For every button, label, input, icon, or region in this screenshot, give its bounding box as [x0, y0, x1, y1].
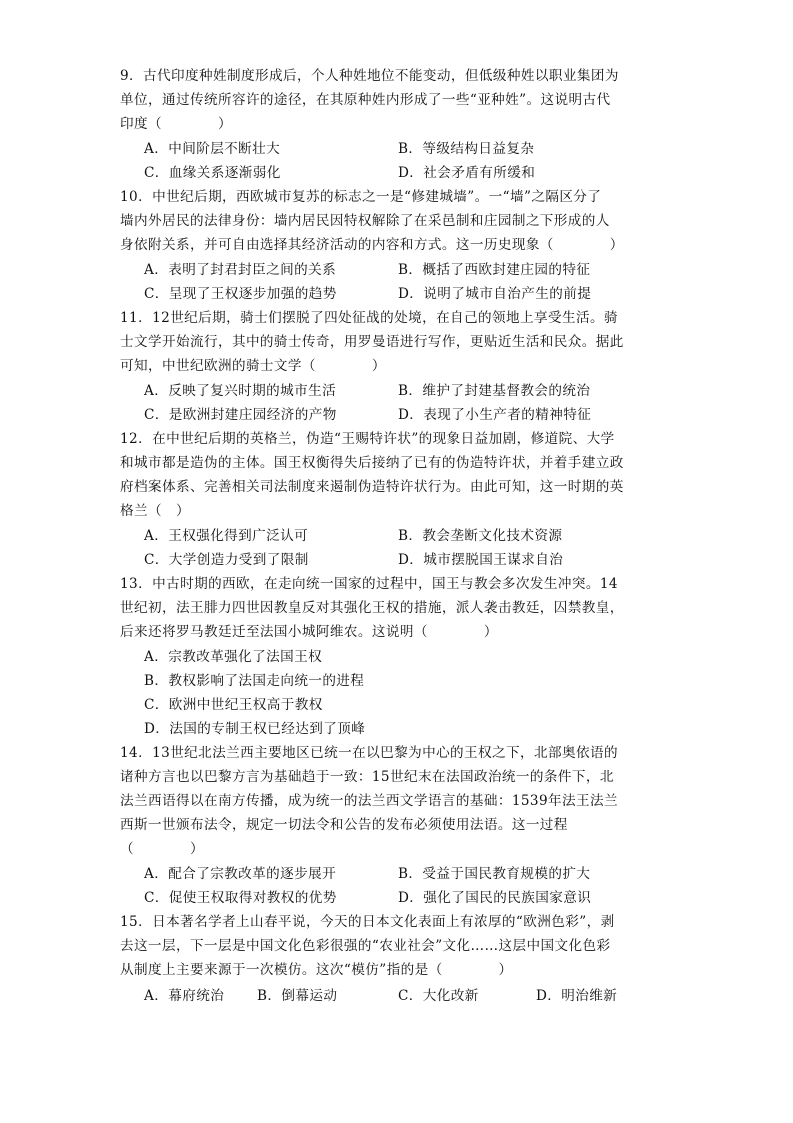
question-11-line-2: 士文学开始流行，其中的骑士传奇，用罗曼语进行写作，更贴近生活和民众。据此 — [120, 334, 624, 350]
question-11-line-3: 可知，中世纪欧洲的骑士文学（ ） — [120, 358, 386, 374]
question-9-line-1: 9．古代印度种姓制度形成后，个人种姓地位不能变动，但低级种姓以职业集团为 — [120, 68, 619, 84]
question-9-option-c: C．血缘关系逐渐弱化 — [144, 165, 281, 181]
question-12-option-d: D．城市摆脱国王谋求自治 — [398, 552, 564, 568]
question-15-option-b: B．倒幕运动 — [257, 988, 338, 1004]
question-15-option-d: D．明治维新 — [536, 988, 618, 1004]
question-12-line-3: 府档案体系、完善相关司法制度来遏制伪造特许状行为。由此可知，这一时期的英 — [120, 479, 624, 495]
question-13-line-3: 后来还将罗马教廷迁至法国小城阿维农。这说明（ ） — [120, 624, 498, 640]
question-11-option-a: A．反映了复兴时期的城市生活 — [144, 383, 337, 399]
question-14-line-4: 西斯一世颁布法令，规定一切法令和公告的发布必须使用法语。这一过程 — [120, 817, 568, 833]
question-12-line-1: 12．在中世纪后期的英格兰，伪造“王赐特许状”的现象日益加剧，修道院、大学 — [120, 431, 615, 447]
question-9-line-2: 单位，通过传统所容许的途径，在其原种姓内形成了一些“亚种姓”。这说明古代 — [120, 92, 611, 108]
question-9-option-a: A．中间阶层不断壮大 — [144, 141, 281, 157]
question-13-option-a: A．宗教改革强化了法国王权 — [144, 649, 323, 665]
question-14-line-5: （ ） — [120, 841, 204, 857]
question-11-option-c: C．是欧洲封建庄园经济的产物 — [144, 407, 337, 423]
question-14-line-1: 14．13世纪北法兰西主要地区已统一在以巴黎为中心的王权之下，北部奥依语的 — [120, 745, 618, 761]
question-9-line-3: 印度（ ） — [120, 116, 232, 132]
question-12-line-4: 格兰（ ） — [120, 503, 190, 519]
question-12-line-2: 和城市都是造伪的主体。国王权衡得失后接纳了已有的伪造特许状，并着手建立政 — [120, 455, 624, 471]
question-15-line-3: 从制度上主要来源于一次模仿。这次“模仿”指的是（ ） — [120, 962, 513, 978]
question-10-option-a: A．表明了封君封臣之间的关系 — [144, 262, 337, 278]
question-15-option-a: A．幕府统治 — [144, 988, 225, 1004]
question-14-option-a: A．配合了宗教改革的逐步展开 — [144, 866, 337, 882]
question-10-option-d: D．说明了城市自治产生的前提 — [398, 286, 592, 302]
question-9-option-b: B．等级结构日益复杂 — [398, 141, 535, 157]
question-15-option-c: C．大化改新 — [398, 988, 479, 1004]
question-13-option-c: C．欧洲中世纪王权高于教权 — [144, 697, 323, 713]
question-12-option-c: C．大学创造力受到了限制 — [144, 552, 309, 568]
question-10-option-c: C．呈现了王权逐步加强的趋势 — [144, 286, 337, 302]
question-10-line-3: 身依附关系，并可自由选择其经济活动的内容和方式。这一历史现象（ ） — [120, 237, 624, 253]
question-10-line-1: 10．中世纪后期，西欧城市复苏的标志之一是“修建城墙”。一“墙”之隔区分了 — [120, 189, 602, 205]
question-14-option-b: B．受益于国民教育规模的扩大 — [398, 866, 591, 882]
question-15-line-2: 去这一层，下一层是中国文化色彩很强的“农业社会”文化……这层中国文化色彩 — [120, 938, 611, 954]
question-13-line-2: 世纪初，法王腓力四世因教皇反对其强化王权的措施，派人袭击教廷，囚禁教皇， — [120, 600, 624, 616]
question-9-option-d: D．社会矛盾有所缓和 — [398, 165, 536, 181]
question-10-option-b: B．概括了西欧封建庄园的特征 — [398, 262, 591, 278]
question-11-option-b: B．维护了封建基督教会的统治 — [398, 383, 591, 399]
question-13-option-b: B．教权影响了法国走向统一的进程 — [144, 673, 365, 689]
question-14-line-3: 法兰西语得以在南方传播，成为统一的法兰西文学语言的基础：1539年法王法兰 — [120, 793, 618, 809]
question-12-option-a: A．王权强化得到广泛认可 — [144, 528, 309, 544]
question-12-option-b: B．教会垄断文化技术资源 — [398, 528, 563, 544]
question-14-line-2: 诸种方言也以巴黎方言为基础趋于一致：15世纪末在法国政治统一的条件下，北 — [120, 769, 614, 785]
question-11-line-1: 11．12世纪后期，骑士们摆脱了四处征战的处境，在自己的领地上享受生活。骑 — [120, 310, 618, 326]
question-11-option-d: D．表现了小生产者的精神特征 — [398, 407, 592, 423]
question-14-option-d: D．强化了国民的民族国家意识 — [398, 890, 592, 906]
question-10-line-2: 墙内外居民的法律身份：墙内居民因特权解除了在采邑制和庄园制之下形成的人 — [120, 213, 610, 229]
question-13-line-1: 13．中古时期的西欧，在走向统一国家的过程中，国王与教会多次发生冲突。14 — [120, 576, 618, 592]
question-13-option-d: D．法国的专制王权已经达到了顶峰 — [144, 721, 366, 737]
question-14-option-c: C．促使王权取得对教权的优势 — [144, 890, 337, 906]
question-15-line-1: 15．日本著名学者上山春平说，今天的日本文化表面上有浓厚的“欧洲色彩”，剥 — [120, 914, 615, 930]
